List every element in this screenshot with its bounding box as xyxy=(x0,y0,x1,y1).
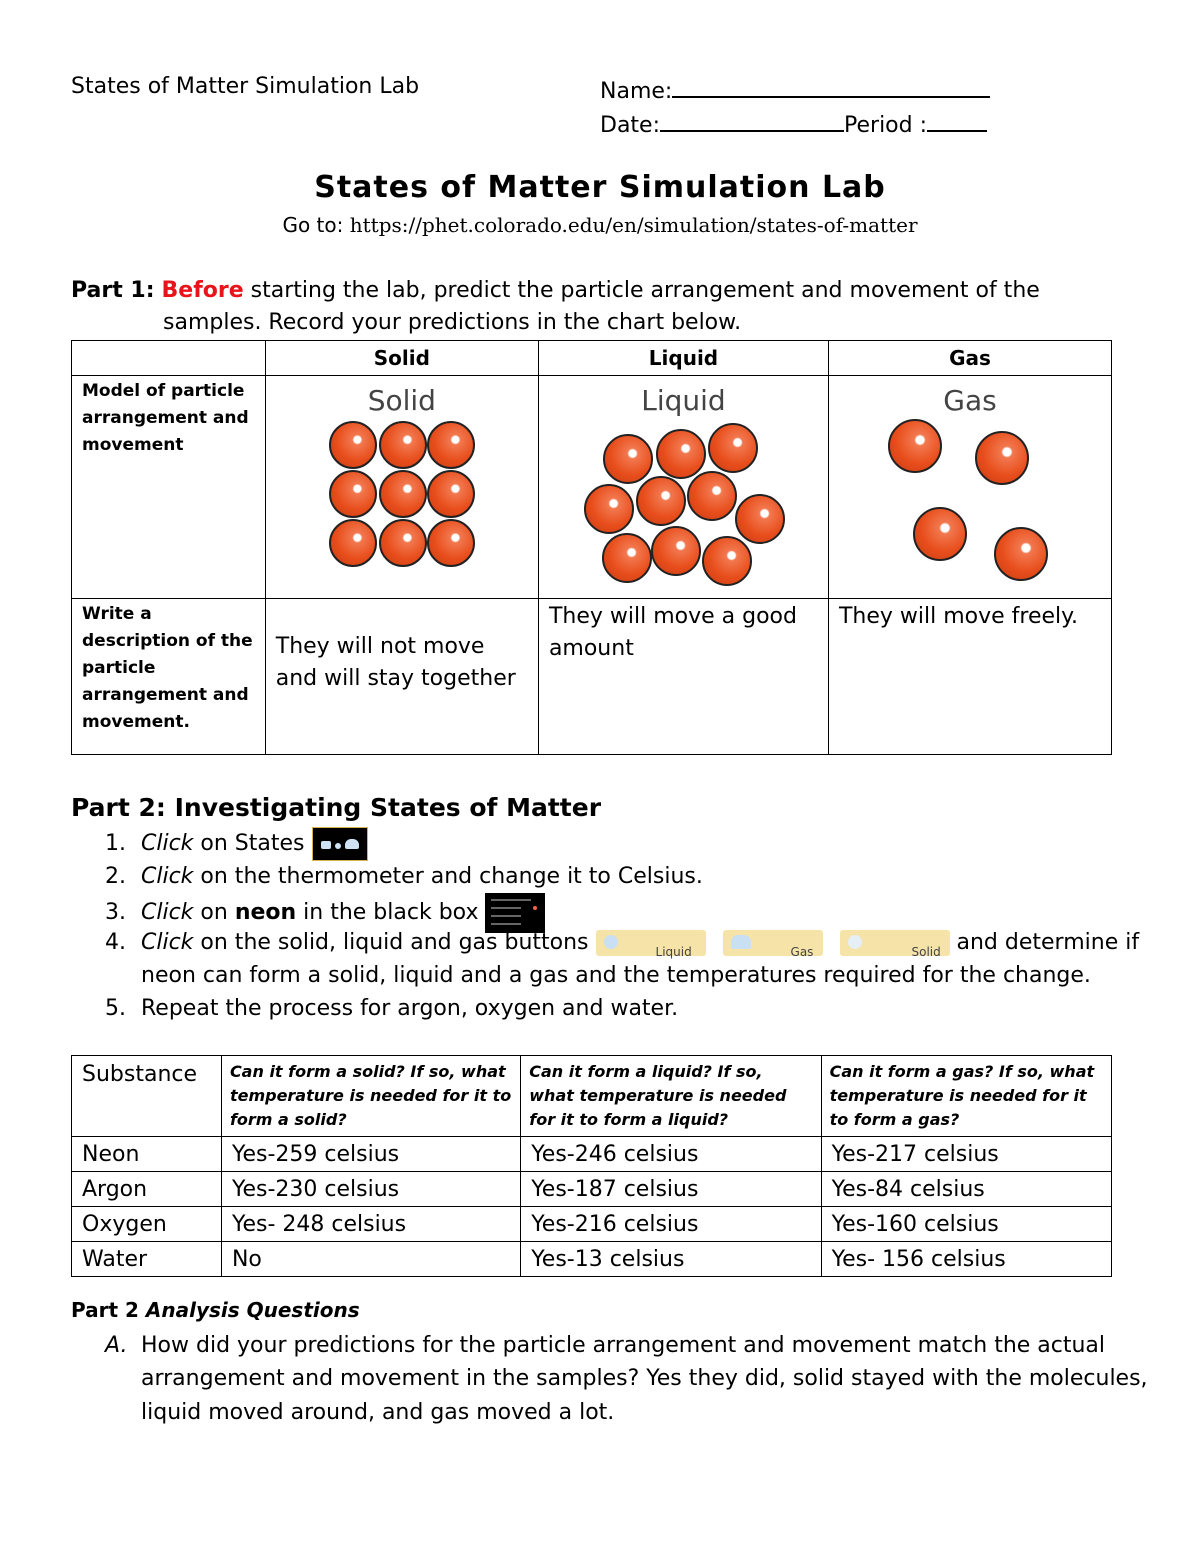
substance-table xyxy=(71,1055,1112,1277)
table-row xyxy=(72,1172,1112,1207)
step-4 xyxy=(105,926,1139,959)
particle xyxy=(702,536,752,586)
t2-header-substance: Substance xyxy=(72,1056,222,1137)
name-blank[interactable] xyxy=(672,74,990,98)
step-2-text: on the thermometer and change it to Celsius. xyxy=(193,864,703,889)
t1-header-gas: Gas xyxy=(828,341,1111,376)
liquid-temp-cell[interactable]: Yes-187 celsius xyxy=(521,1172,821,1207)
solid-temp-cell[interactable]: Yes- 248 celsius xyxy=(221,1207,520,1242)
part1-text1: starting the lab, predict the particle arrangement and movement of the xyxy=(243,278,1040,303)
table-row xyxy=(72,1137,1112,1172)
analysis-line-1: How did your predictions for the particle arrangement and movement match the actual xyxy=(141,1333,1106,1358)
step-1-verb: Click xyxy=(141,831,194,856)
step-5 xyxy=(105,992,678,1025)
liquid-description[interactable]: They will move a good amount xyxy=(538,599,828,755)
liquid-temp-cell[interactable]: Yes-216 celsius xyxy=(521,1207,821,1242)
liquid-button-label: Liquid xyxy=(655,945,692,959)
step-1-text: on States xyxy=(193,831,312,856)
particle xyxy=(975,431,1029,485)
period-blank[interactable] xyxy=(927,108,987,132)
cloud-icon xyxy=(731,935,751,949)
step-4-text2: and determine if xyxy=(949,930,1140,955)
page-title: States of Matter Simulation Lab xyxy=(314,170,886,205)
step-5-text: Repeat the process for argon, oxygen and water. xyxy=(141,996,679,1021)
gas-button[interactable] xyxy=(723,930,823,959)
step-4-cont: neon can form a solid, liquid and a gas and the temperatures required for the change. xyxy=(141,963,1091,988)
analysis-heading-italic: Analysis Questions xyxy=(145,1298,360,1322)
particle xyxy=(379,470,427,518)
solid-temp-cell[interactable]: Yes-259 celsius xyxy=(221,1137,520,1172)
t1-header-solid: Solid xyxy=(265,341,538,376)
liquid-model xyxy=(538,376,828,599)
gas-temp-cell[interactable]: Yes-160 celsius xyxy=(821,1207,1111,1242)
analysis-heading xyxy=(71,1298,360,1322)
gas-model xyxy=(828,376,1111,599)
particle xyxy=(427,519,475,567)
t1-row-desc-label: Write a description of the particle arrangement and movement. xyxy=(72,599,266,755)
name-label: Name: xyxy=(600,79,673,104)
analysis-line-2: arrangement and movement in the samples? Yes they did, solid stayed with the molecules, xyxy=(141,1366,1148,1391)
header-left-title: States of Matter Simulation Lab xyxy=(71,74,420,99)
t1-header-empty xyxy=(72,341,266,376)
gas-button-label: Gas xyxy=(790,945,814,959)
gas-temp-cell[interactable]: Yes- 156 celsius xyxy=(821,1242,1111,1277)
step-2-verb: Click xyxy=(141,864,194,889)
step-2 xyxy=(105,860,703,893)
date-period-fields xyxy=(600,108,987,138)
particle xyxy=(687,471,737,521)
particle xyxy=(427,470,475,518)
gas-temp-cell[interactable]: Yes-217 celsius xyxy=(821,1137,1111,1172)
goto-url[interactable]: https://phet.colorado.edu/en/simulation/states-of-matter xyxy=(349,213,918,237)
particle xyxy=(329,421,377,469)
particle xyxy=(994,527,1048,581)
part1-line2: samples. Record your predictions in the chart below. xyxy=(163,310,742,335)
step-2-num: 2. xyxy=(105,864,126,889)
analysis-line-3: liquid moved around, and gas moved a lot. xyxy=(141,1400,615,1425)
states-icon[interactable] xyxy=(312,827,368,861)
substance-cell: Argon xyxy=(72,1172,222,1207)
date-blank[interactable] xyxy=(660,108,844,132)
goto-label: Go to: xyxy=(282,213,344,237)
period-label: Period : xyxy=(844,113,928,138)
substance-cell: Oxygen xyxy=(72,1207,222,1242)
ice-icon xyxy=(848,935,862,949)
step-1-num: 1. xyxy=(105,831,126,856)
prediction-table xyxy=(71,340,1112,755)
liquid-temp-cell[interactable]: Yes-13 celsius xyxy=(521,1242,821,1277)
part2-heading: Part 2: Investigating States of Matter xyxy=(71,793,602,822)
substance-cell: Neon xyxy=(72,1137,222,1172)
step-3-verb: Click xyxy=(141,900,194,925)
particle xyxy=(656,429,706,479)
particle xyxy=(603,434,653,484)
solid-description[interactable]: They will not move and will stay together xyxy=(265,599,538,755)
step-3-num: 3. xyxy=(105,900,126,925)
analysis-heading-part: Part 2 xyxy=(71,1298,146,1322)
particle xyxy=(708,423,758,473)
gas-model-label: Gas xyxy=(943,384,997,417)
table-row xyxy=(72,1207,1112,1242)
goto-line xyxy=(0,213,1200,237)
liquid-model-label: Liquid xyxy=(641,384,726,417)
step-3-text2: in the black box xyxy=(296,900,486,925)
analysis-letter: A. xyxy=(105,1333,128,1358)
particle xyxy=(735,494,785,544)
t2-header-gas: Can it form a gas? If so, what temperature is needed for it to form a gas? xyxy=(821,1056,1111,1137)
droplet-icon xyxy=(604,935,618,949)
part1-label: Part 1 xyxy=(71,278,146,303)
substance-cell: Water xyxy=(72,1242,222,1277)
solid-model-label: Solid xyxy=(367,384,436,417)
particle xyxy=(602,533,652,583)
step-1 xyxy=(105,827,368,861)
step-4-text: on the solid, liquid and gas buttons xyxy=(193,930,596,955)
name-field[interactable] xyxy=(600,74,990,104)
particle xyxy=(636,476,686,526)
particle xyxy=(651,526,701,576)
solid-model xyxy=(265,376,538,599)
part1-before: Before xyxy=(161,278,244,303)
solid-button-label: Solid xyxy=(911,945,941,959)
gas-description[interactable]: They will move freely. xyxy=(828,599,1111,755)
liquid-temp-cell[interactable]: Yes-246 celsius xyxy=(521,1137,821,1172)
table-row xyxy=(72,1242,1112,1277)
solid-temp-cell[interactable]: Yes-230 celsius xyxy=(221,1172,520,1207)
step-4-verb: Click xyxy=(141,930,194,955)
step-3-neon: neon xyxy=(234,900,297,925)
step-5-num: 5. xyxy=(105,996,126,1021)
particle xyxy=(379,421,427,469)
solid-button[interactable] xyxy=(840,930,950,959)
t1-header-liquid: Liquid xyxy=(538,341,828,376)
particle xyxy=(379,519,427,567)
particle xyxy=(888,419,942,473)
particle xyxy=(584,484,634,534)
analysis-question-a xyxy=(105,1329,1105,1362)
part1-line1 xyxy=(71,278,1040,303)
particle xyxy=(427,421,475,469)
particle xyxy=(329,519,377,567)
date-label: Date: xyxy=(600,113,660,138)
particle xyxy=(913,507,967,561)
step-4-num: 4. xyxy=(105,930,126,955)
solid-temp-cell[interactable]: No xyxy=(221,1242,520,1277)
t2-header-liquid: Can it form a liquid? If so, what temperature is needed for it to form a liquid? xyxy=(521,1056,821,1137)
liquid-button[interactable] xyxy=(596,930,706,959)
gas-temp-cell[interactable]: Yes-84 celsius xyxy=(821,1172,1111,1207)
step-3-text: on xyxy=(193,900,235,925)
part1-colon: : xyxy=(145,278,155,303)
t2-header-solid: Can it form a solid? If so, what temperature is needed for it to form a solid? xyxy=(221,1056,520,1137)
particle xyxy=(329,470,377,518)
t1-row-model-label: Model of particle arrangement and movement xyxy=(72,376,266,599)
